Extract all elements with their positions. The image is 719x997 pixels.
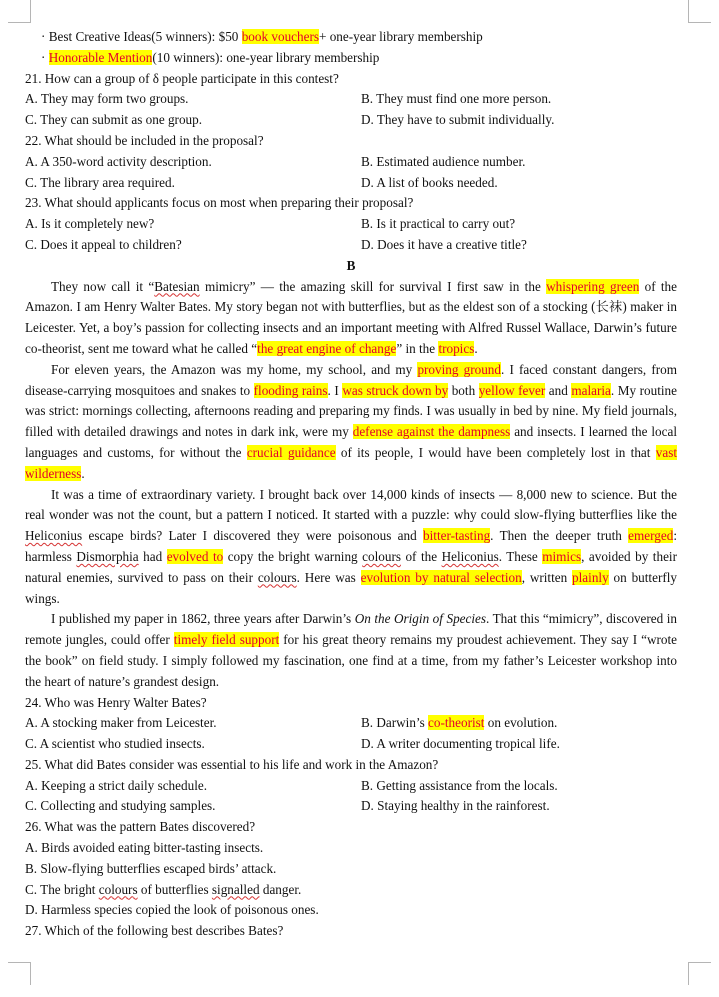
document-page — [25, 27, 677, 942]
section-heading: B — [346, 257, 356, 273]
highlight: flooding rains — [253, 382, 328, 398]
spell-flag: Batesian — [154, 278, 200, 294]
highlight: timely field support — [173, 632, 280, 648]
option-c: C. Does it appeal to children? — [25, 236, 182, 252]
award-honorable-mention: · Honorable Mention(10 winners): one-year library membership — [41, 49, 380, 65]
options-row — [25, 235, 677, 256]
option-d: D. A list of books needed. — [361, 174, 498, 190]
highlight: defense against the dampness — [352, 424, 511, 440]
option-a: A. A stocking maker from Leicester. — [25, 715, 217, 731]
option-c: C. They can submit as one group. — [25, 112, 203, 128]
highlight: whispering green — [546, 278, 640, 294]
passage-paragraph-2: For eleven years, the Amazon was my home, my school, and my proving ground. I faced constant dangers, from disease-carrying mosquitoes and snakes to flooding rains. I was struck down by both yellow fever and malaria. My routine was strict: mornings collecting, afternoons reading and preparing my finds. I was usually in bed by nine. My field journals, filled with detailed drawings and notes in dark ink, were my defense against the dampness and insects. I learned the local languages and customs, for without the crucial guidance of its people, I would have been completely lost in that vast wilderness. — [25, 361, 677, 481]
highlight: Honorable Mention — [48, 49, 153, 65]
option-d: D. A writer documenting tropical life. — [361, 736, 560, 752]
spell-flag: Heliconius — [25, 528, 83, 544]
highlight: yellow fever — [478, 382, 546, 398]
passage-paragraph-4: I published my paper in 1862, three years after Darwin’s On the Origin of Species. That this “mimicry”, discovered in remote jungles, could offer timely field support for his great theory remains my proudest achievement. They say I “wrote the book” on field study. I simply followed my fascination, one find at a time, from my father’s Leicester workshop into the heart of nature’s grandest design. — [25, 611, 677, 689]
options-row — [25, 173, 677, 194]
highlight: evolution by natural selection — [360, 569, 522, 585]
highlight: book vouchers — [241, 29, 319, 44]
question-21: 21. How can a group of δ people participate in this contest? — [25, 70, 339, 86]
highlight: co-theorist — [428, 715, 485, 731]
question-27: 27. Which of the following best describes Bates? — [25, 923, 284, 939]
options-row — [25, 713, 677, 734]
option-b: B. Is it practical to carry out? — [361, 216, 516, 232]
question-22: 22. What should be included in the proposal? — [25, 132, 264, 148]
options-row — [25, 734, 677, 755]
spell-flag: colours — [257, 569, 297, 585]
highlight: plainly — [572, 569, 609, 585]
option-b: B. Getting assistance from the locals. — [361, 777, 558, 793]
option-c: C. A scientist who studied insects. — [25, 736, 205, 752]
spell-flag: Heliconius — [441, 548, 499, 564]
highlight: malaria — [571, 382, 611, 398]
question-25: 25. What did Bates consider was essential to his life and work in the Amazon? — [25, 756, 439, 772]
option-d: D. Harmless species copied the look of poisonous ones. — [25, 902, 319, 918]
option-a: A. They may form two groups. — [25, 91, 189, 107]
highlight: mimics — [542, 548, 582, 564]
passage-paragraph-3: It was a time of extraordinary variety. I brought back over 14,000 kinds of insects — 8,000 new to science. But the real wonder was not the count, but a pattern I noticed. It started with a puzzle: why could slow-flying butterflies like the Heliconius escape birds? Later I discovered they were poisonous and bitter-tasting. Then the deeper truth emerged: harmless Dismorphia had evolved to copy the bright warning colours of the Heliconius. These mimics, avoided by their natural enemies, survived to pass on their colours. Here was evolution by natural selection, written plainly on butterfly wings. — [25, 486, 677, 606]
question-24: 24. Who was Henry Walter Bates? — [25, 694, 207, 710]
spell-flag: Dismorphia — [76, 548, 139, 564]
option-b: B. Estimated audience number. — [361, 153, 526, 169]
book-title: On the Origin of Species — [354, 611, 487, 627]
options-row — [25, 776, 677, 797]
options-row — [25, 89, 677, 110]
highlight: bitter-tasting — [423, 528, 491, 544]
option-b: B. Darwin’s co-theorist on evolution. — [361, 715, 558, 731]
highlight: was struck down by — [342, 382, 449, 398]
highlight: crucial guidance — [246, 444, 336, 460]
highlight: tropics — [438, 340, 475, 356]
option-b: B. Slow-flying butterflies escaped birds’ attack. — [25, 860, 277, 876]
option-c: C. Collecting and studying samples. — [25, 798, 216, 814]
option-c: C. The library area required. — [25, 174, 175, 190]
options-row — [25, 110, 677, 131]
option-d: D. Does it have a creative title? — [361, 236, 527, 252]
option-c: C. The bright colours of butterflies signalled danger. — [25, 881, 302, 897]
highlight: vast wilderness — [25, 444, 677, 481]
spell-flag: colours — [98, 881, 138, 897]
highlight: the great engine of change — [257, 340, 397, 356]
option-a: A. Keeping a strict daily schedule. — [25, 777, 208, 793]
spell-flag: colours — [362, 548, 401, 564]
option-a: A. A 350-word activity description. — [25, 153, 212, 169]
highlight: evolved to — [166, 548, 224, 564]
option-a: A. Is it completely new? — [25, 216, 155, 232]
options-row — [25, 214, 677, 235]
question-23: 23. What should applicants focus on most when preparing their proposal? — [25, 195, 414, 211]
crop-mark-bottom-left — [8, 962, 31, 985]
crop-mark-top-right — [688, 0, 711, 23]
options-row — [25, 152, 677, 173]
options-row — [25, 796, 677, 817]
option-b: B. They must find one more person. — [361, 91, 552, 107]
crop-mark-bottom-right — [688, 962, 711, 985]
spell-flag: signalled — [211, 881, 260, 897]
crop-mark-top-left — [8, 0, 31, 23]
option-d: D. Staying healthy in the rainforest. — [361, 798, 550, 814]
highlight: proving ground — [417, 361, 501, 377]
option-d: D. They have to submit individually. — [361, 112, 555, 128]
option-a: A. Birds avoided eating bitter-tasting insects. — [25, 840, 264, 856]
award-best-ideas: · Best Creative Ideas(5 winners): $50 book vouchers+ one-year library membership — [41, 29, 483, 44]
passage-paragraph-1: They now call it “Batesian mimicry” — the amazing skill for survival I first saw in the whispering green of the Amazon. I am Henry Walter Bates. My story began not with butterflies, but as the eldest son of a stocking (长袜) maker in Leicester. Yet, a boy’s passion for collecting insects and an important meeting with Alfred Russel Wallace, Darwin’s future co-theorist, sent me toward what he called “the great engine of change” in the tropics. — [25, 278, 677, 356]
highlight: emerged — [628, 528, 674, 544]
question-26: 26. What was the pattern Bates discovered? — [25, 819, 256, 835]
